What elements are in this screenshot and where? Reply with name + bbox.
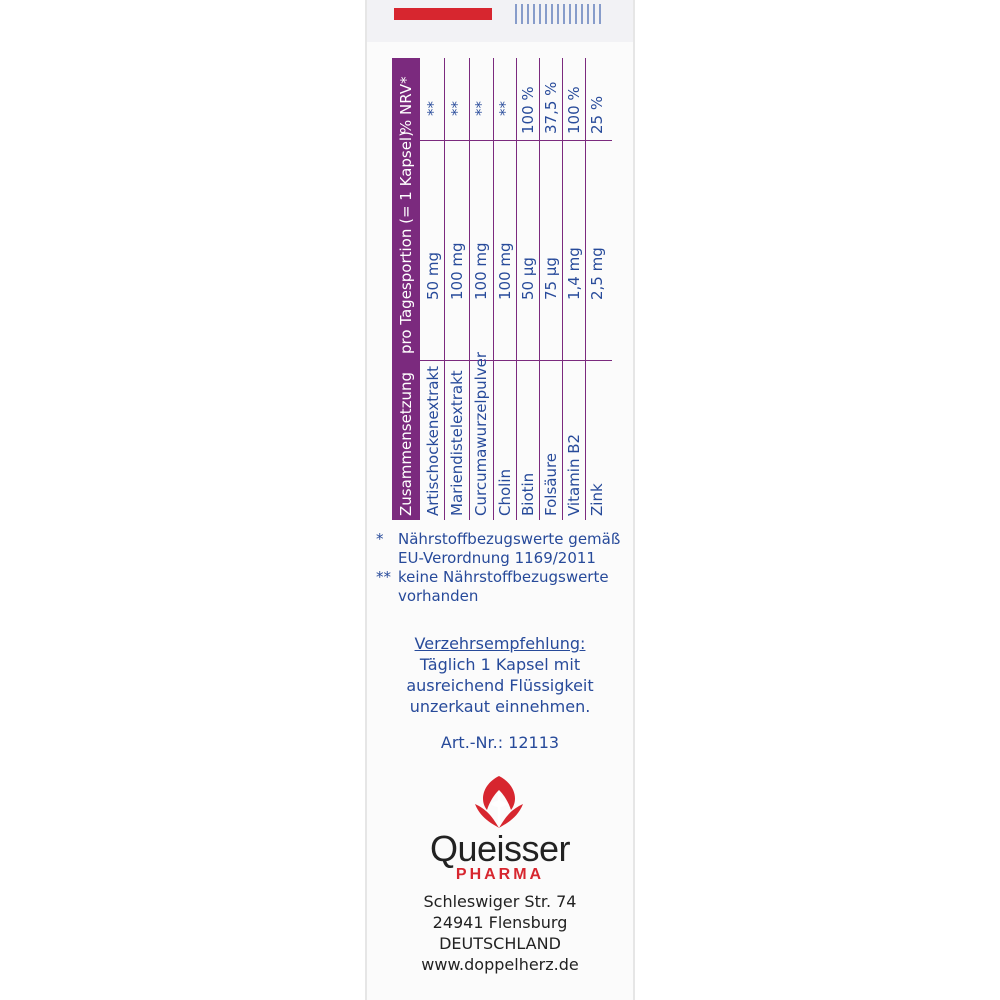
article-number: Art.-Nr.: 12113 <box>440 733 560 752</box>
row-nrv: 37,5 % <box>542 81 560 134</box>
brand-name: Queisser <box>429 828 571 869</box>
row-name: Biotin <box>519 472 537 516</box>
row-nrv: ** <box>424 101 442 116</box>
recommendation-line: Täglich 1 Kapsel mit <box>419 655 581 674</box>
row-divider <box>469 58 470 520</box>
recommendation-line: unzerkaut einnehmen. <box>409 697 591 716</box>
address-country: DEUTSCHLAND <box>439 934 561 953</box>
footnote <box>376 530 626 568</box>
row-amount: 100 mg <box>448 242 466 300</box>
row-amount: 75 µg <box>542 257 560 300</box>
row-nrv: 100 % <box>519 86 537 134</box>
header-nrv: % NRV* <box>397 76 415 134</box>
row-divider <box>516 58 517 520</box>
row-amount: 100 mg <box>496 242 514 300</box>
row-divider <box>585 58 586 520</box>
website-link[interactable]: www.doppelherz.de <box>421 955 579 974</box>
queisser-leaf-logo-icon <box>471 774 527 830</box>
row-nrv: ** <box>496 101 514 116</box>
row-nrv: 100 % <box>565 86 583 134</box>
row-amount: 2,5 mg <box>588 247 606 300</box>
row-name: Folsäure <box>542 452 560 516</box>
row-amount: 50 µg <box>519 257 537 300</box>
package-top-edge <box>367 0 633 42</box>
row-name: Zink <box>588 483 606 516</box>
address-block <box>370 891 630 975</box>
row-name: Curcumawurzelpulver <box>472 351 490 516</box>
footnote-mark: * <box>376 530 384 548</box>
row-nrv: ** <box>448 101 466 116</box>
footnote-text: keine Nährstoffbezugswerte vorhanden <box>398 568 609 605</box>
recommendation-title: Verzehrsempfehlung: <box>414 634 586 653</box>
address-city: 24941 Flensburg <box>432 913 568 932</box>
footnote <box>376 568 626 606</box>
row-name: Cholin <box>496 469 514 516</box>
header-per-portion: pro Tagesportion (= 1 Kapsel) <box>397 131 415 354</box>
row-name: Mariendistelextrakt <box>448 370 466 516</box>
red-band-decoration <box>394 8 492 20</box>
barcode-decoration <box>515 4 605 24</box>
row-divider <box>444 58 445 520</box>
row-divider <box>562 58 563 520</box>
table-separator <box>392 140 612 141</box>
recommendation-line: ausreichend Flüssigkeit <box>406 676 594 695</box>
row-name: Vitamin B2 <box>565 433 583 516</box>
address-street: Schleswiger Str. 74 <box>423 892 577 911</box>
row-nrv: 25 % <box>588 95 606 134</box>
nutrition-table <box>392 58 612 520</box>
row-name: Artischockenextrakt <box>424 365 442 516</box>
row-nrv: ** <box>472 101 490 116</box>
header-composition: Zusammensetzung <box>397 371 415 516</box>
footnote-text: Nährstoffbezugswerte gemäß EU-Verordnung 1169/2011 <box>398 530 621 567</box>
footnote-mark: ** <box>376 568 391 586</box>
row-amount: 50 mg <box>424 252 442 300</box>
brand-subtitle: PHARMA <box>455 866 545 883</box>
row-amount: 1,4 mg <box>565 247 583 300</box>
consumption-recommendation <box>370 633 630 717</box>
row-amount: 100 mg <box>472 242 490 300</box>
row-divider <box>493 58 494 520</box>
table-separator <box>392 360 612 361</box>
row-divider <box>539 58 540 520</box>
footnotes <box>376 530 626 606</box>
